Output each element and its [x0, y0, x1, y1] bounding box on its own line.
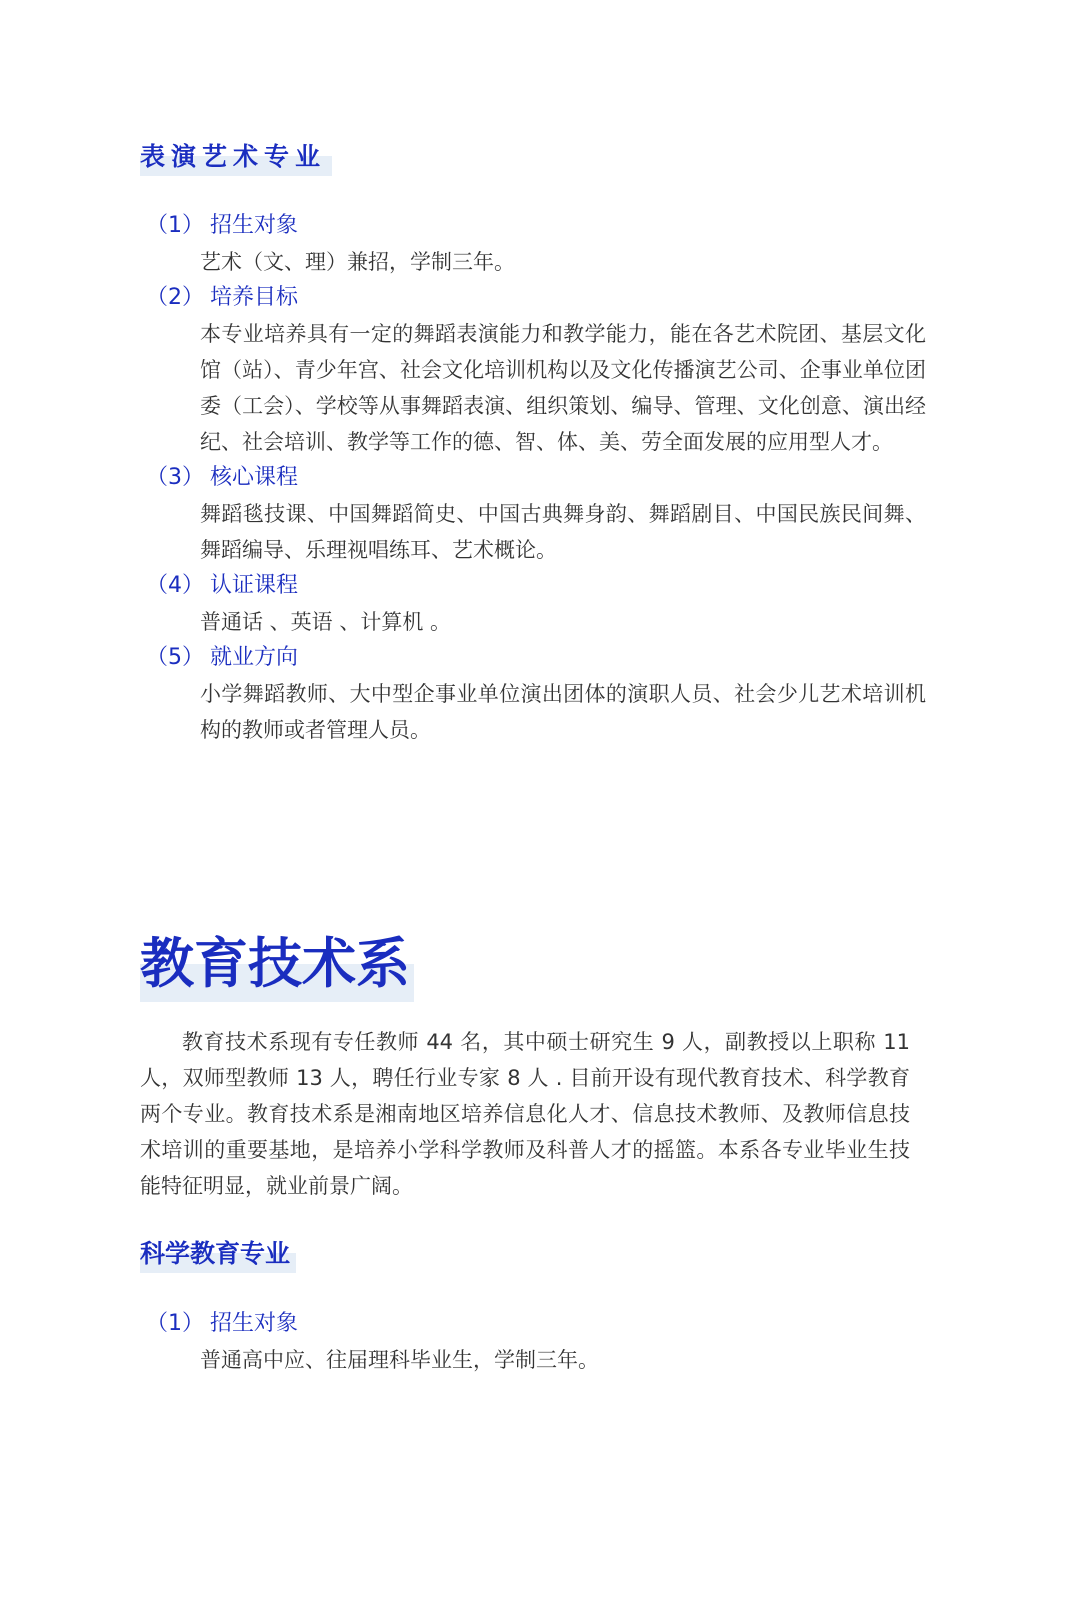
item-label: 招生对象: [210, 213, 299, 238]
item-number: （1）: [146, 1311, 204, 1336]
performing-arts-items: [146, 208, 926, 748]
item-heading: [146, 568, 926, 604]
item-text: 舞蹈毯技课、中国舞蹈简史、中国古典舞身韵、舞蹈剧目、中国民族民间舞、舞蹈编导、乐理视唱练耳、艺术概论。: [200, 502, 926, 562]
section-title-performing-arts: 表演艺术专业: [140, 140, 332, 176]
section-title-science-education: 科学教育专业: [140, 1237, 296, 1273]
department-intro: 教育技术系现有专任教师 44 名，其中硕士研究生 9 人，副教授以上职称 11 人，双师型教师 13 人，聘任行业专家 8 人 . 目前开设有现代教育技术、科学教育两个专业。教育技术系是湘南地区培养信息化人才、信息技术教师、及教师信息技术培训的重要基地，是培养小学科学教师及科普人才的摇篮。本系各专业毕业生技能特征明显，就业前景广阔。: [140, 1030, 910, 1198]
list-item: [146, 280, 926, 460]
science-education-items: [146, 1306, 926, 1378]
item-number: （5）: [146, 645, 204, 670]
item-text: 普通高中应、往届理科毕业生，学制三年。: [200, 1348, 599, 1372]
list-item: [146, 640, 926, 748]
item-text: 本专业培养具有一定的舞蹈表演能力和教学能力，能在各艺术院团、基层文化馆（站）、青少年宫、社会文化培训机构以及文化传播演艺公司、企事业单位团委（工会）、学校等从事舞蹈表演、组织策划、编导、管理、文化创意、演出经纪、社会培训、教学等工作的德、智、体、美、劳全面发展的应用型人才。: [200, 322, 926, 454]
list-item: [146, 460, 926, 568]
item-heading: [146, 460, 926, 496]
item-text: 艺术（文、理）兼招，学制三年。: [200, 250, 515, 274]
item-number: （1）: [146, 213, 204, 238]
item-text: 普通话 、英语 、计算机 。: [200, 610, 452, 634]
item-text: 小学舞蹈教师、大中型企事业单位演出团体的演职人员、社会少儿艺术培训机构的教师或者管理人员。: [200, 682, 926, 742]
item-label: 培养目标: [210, 285, 299, 310]
item-label: 招生对象: [210, 1311, 299, 1336]
item-heading: [146, 1306, 926, 1342]
item-heading: [146, 640, 926, 676]
list-item: [146, 1306, 926, 1378]
item-label: 认证课程: [210, 573, 299, 598]
item-label: 核心课程: [210, 465, 299, 490]
item-heading: [146, 280, 926, 316]
list-item: [146, 568, 926, 640]
list-item: [146, 208, 926, 280]
item-number: （2）: [146, 285, 204, 310]
item-number: （3）: [146, 465, 204, 490]
item-heading: [146, 208, 926, 244]
item-number: （4）: [146, 573, 204, 598]
item-label: 就业方向: [210, 645, 299, 670]
department-title: 教育技术系: [140, 932, 414, 1002]
